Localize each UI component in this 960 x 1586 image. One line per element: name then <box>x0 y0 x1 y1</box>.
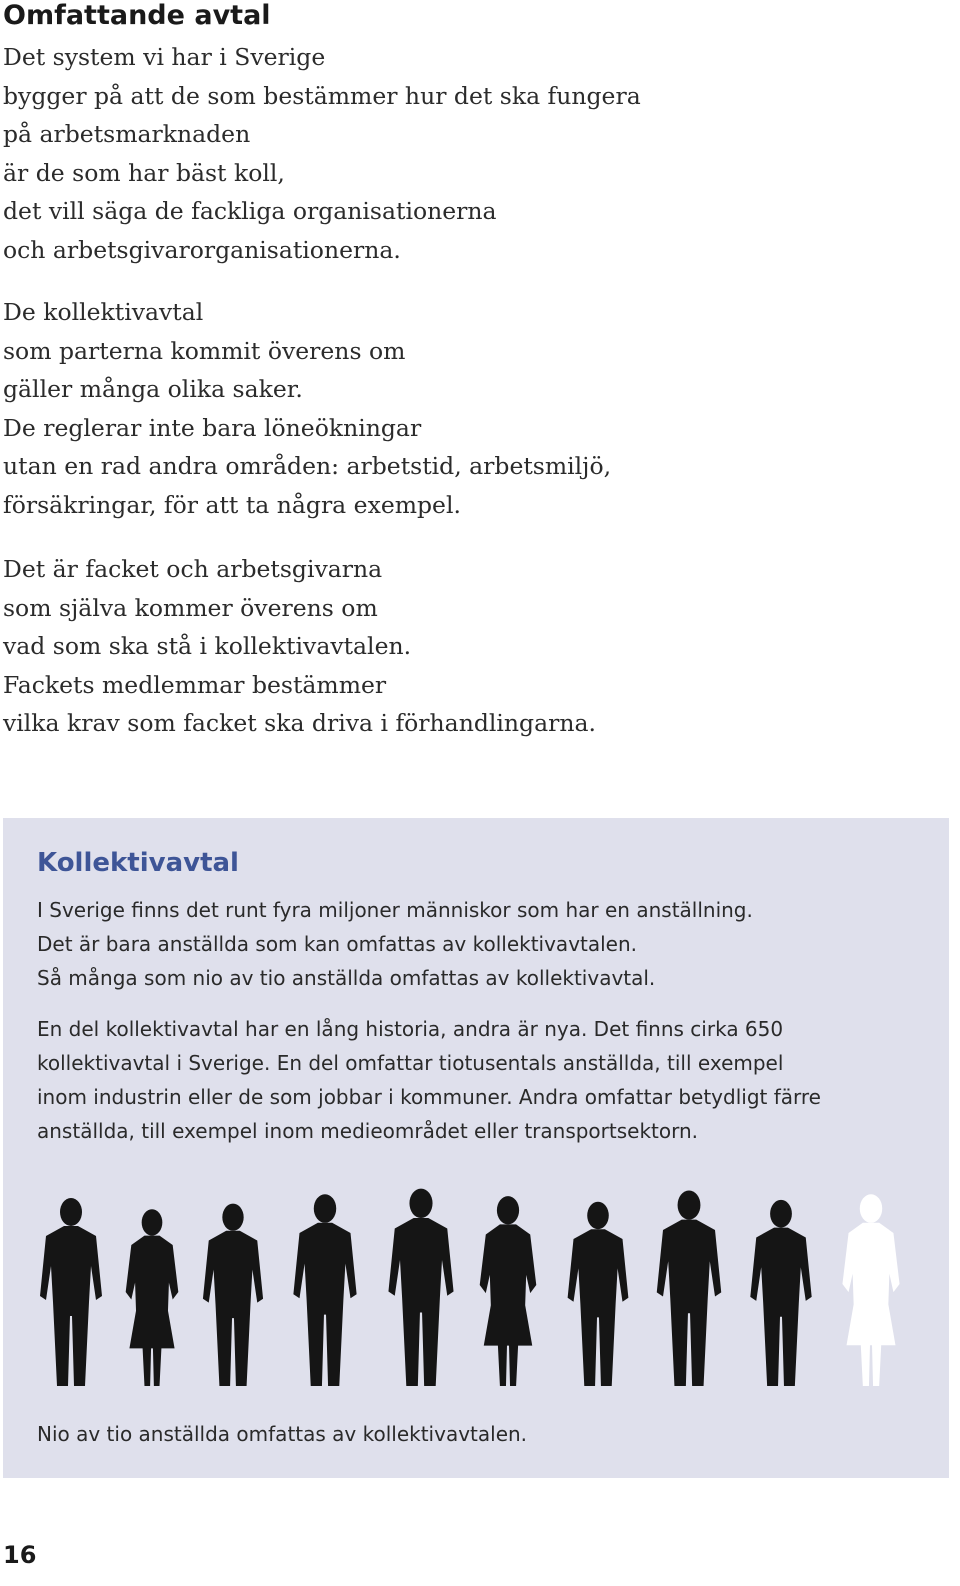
text-line: I Sverige finns det runt fyra miljoner människor som har en anställning. <box>37 898 753 922</box>
covered-person-silhouette <box>750 1200 811 1386</box>
text-line: vad som ska stå i kollektivavtalen. <box>3 632 412 660</box>
text-line: bygger på att de som bestämmer hur det ska fungera <box>3 81 641 110</box>
covered-person-silhouette <box>40 1198 102 1386</box>
fact-box-title: Kollektivavtal <box>37 848 239 878</box>
page-heading: Omfattande avtal <box>3 0 271 31</box>
text-line: De kollektivavtal <box>3 298 204 326</box>
text-line: vilka krav som facket ska driva i förhandlingarna. <box>3 709 596 737</box>
covered-person-silhouette <box>480 1196 537 1386</box>
covered-person-silhouette <box>657 1190 721 1386</box>
text-line: inom industrin eller de som jobbar i kommuner. Andra omfattar betydligt färre <box>37 1085 821 1109</box>
fact-box-paragraph-2 <box>37 1012 821 1148</box>
text-line: som själva kommer överens om <box>3 593 378 622</box>
text-line: Så många som nio av tio anställda omfattas av kollektivavtal. <box>37 966 656 990</box>
page-number: 16 <box>3 1541 37 1569</box>
text-line: utan en rad andra områden: arbetstid, arbetsmiljö, <box>3 452 612 480</box>
covered-person-silhouette <box>568 1202 629 1386</box>
text-line: som parterna kommit överens om <box>3 336 406 365</box>
illustration-caption: Nio av tio anställda omfattas av kollektivavtalen. <box>37 1422 528 1446</box>
text-line: är de som har bäst koll, <box>3 158 285 187</box>
people-silhouettes-illustration <box>3 1186 949 1396</box>
text-line: försäkringar, för att ta några exempel. <box>3 490 461 519</box>
covered-person-silhouette <box>126 1209 179 1386</box>
text-line: Fackets medlemmar bestämmer <box>3 670 387 699</box>
text-line: Det är bara anställda som kan omfattas av kollektivavtalen. <box>37 932 638 956</box>
covered-person-silhouette <box>388 1189 453 1386</box>
text-line: De reglerar inte bara löneökningar <box>3 413 422 442</box>
covered-person-silhouette <box>293 1194 356 1386</box>
text-line: gäller många olika saker. <box>3 375 303 403</box>
text-line: på arbetsmarknaden <box>3 120 251 148</box>
text-line: En del kollektivavtal har en lång historia, andra är nya. Det finns cirka 650 <box>37 1017 784 1041</box>
text-line: Det är facket och arbetsgivarna <box>3 555 383 583</box>
body-paragraph-2 <box>3 293 611 524</box>
fact-box <box>3 818 949 1478</box>
uncovered-person-silhouette <box>842 1194 899 1386</box>
fact-box-paragraph-1 <box>37 893 753 995</box>
body-paragraph-3 <box>3 550 596 743</box>
text-line: och arbetsgivarorganisationerna. <box>3 235 401 264</box>
body-paragraph-1 <box>3 38 641 269</box>
text-line: det vill säga de fackliga organisationerna <box>3 197 497 225</box>
text-line: kollektivavtal i Sverige. En del omfattar tiotusentals anställda, till exempel <box>37 1051 784 1075</box>
text-line: Det system vi har i Sverige <box>3 43 326 71</box>
text-line: anställda, till exempel inom medieområdet eller transportsektorn. <box>37 1119 699 1143</box>
covered-person-silhouette <box>203 1204 263 1386</box>
